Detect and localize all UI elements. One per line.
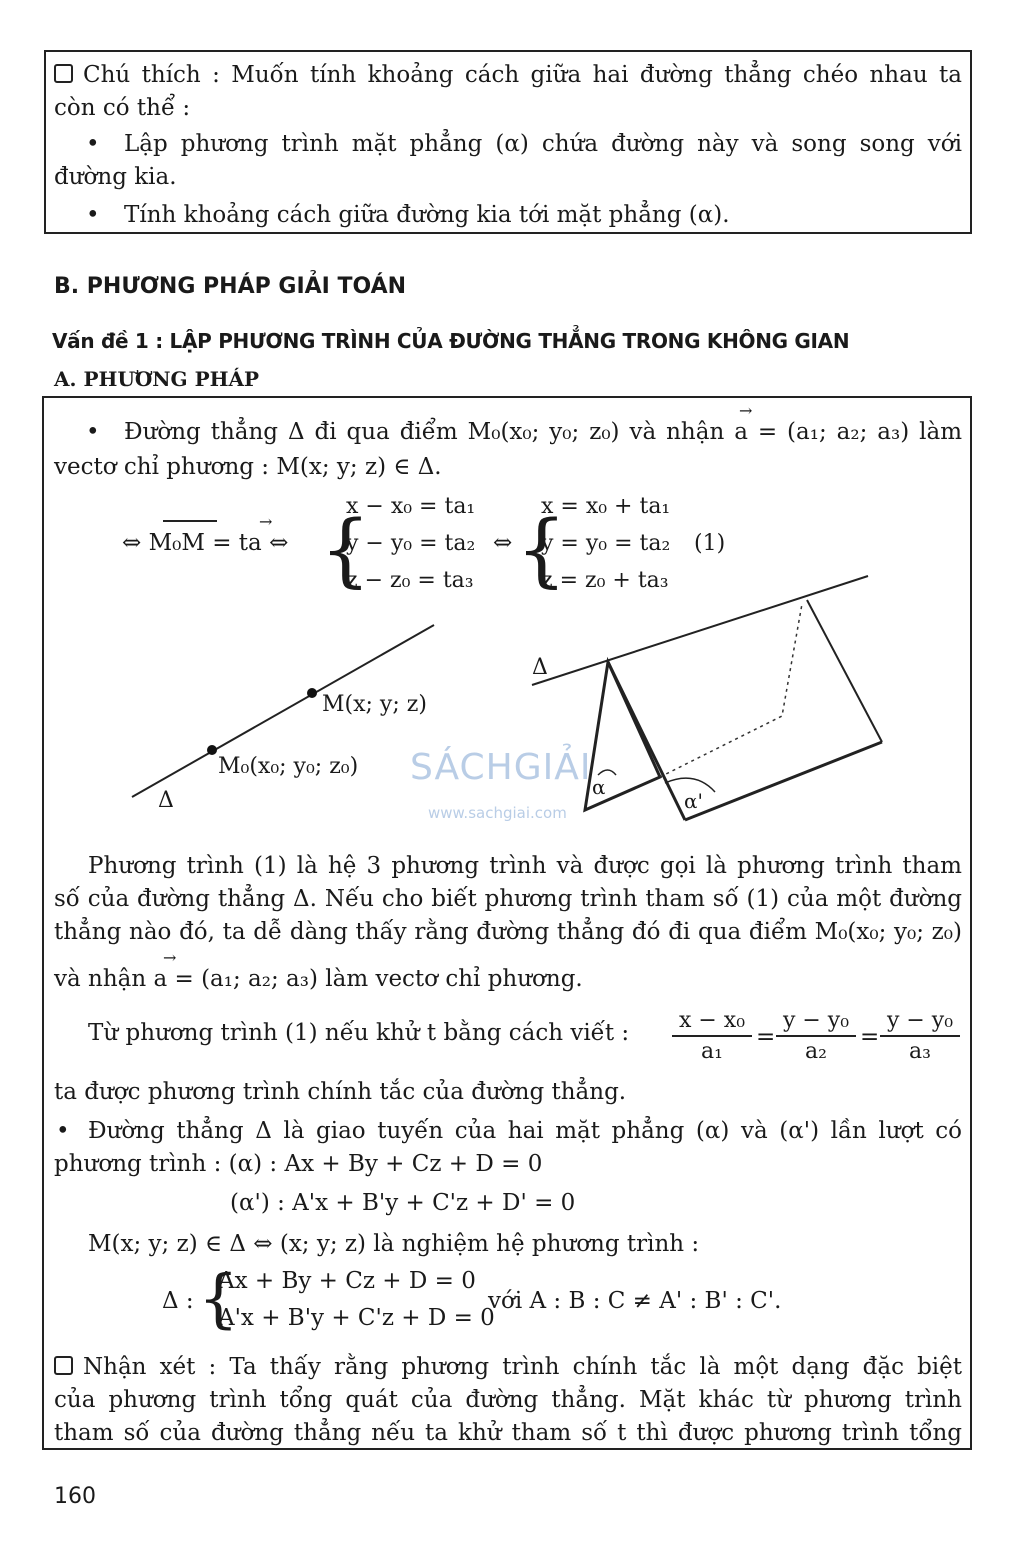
watermark-url: www.sachgiai.com xyxy=(428,804,567,822)
p1-line-b: vectơ chỉ phương : M(x; y; z) ∈ Δ. xyxy=(54,454,442,480)
bullet-icon: • xyxy=(56,1118,70,1144)
label-alpha-prime: α' xyxy=(684,789,704,813)
note-line-2: còn có thể : xyxy=(54,95,191,121)
equals-sign: = xyxy=(756,1024,776,1050)
label-delta-1: Δ xyxy=(158,788,174,813)
section-heading: B. PHƯƠNG PHÁP GIẢI TOÁN xyxy=(54,274,407,299)
label-alpha: α xyxy=(592,775,606,799)
p2-line-2: số của đường thẳng Δ. Nếu cho biết phương trình tham số (1) của một đường xyxy=(54,886,962,912)
equivalence-sign: ⇔ xyxy=(493,530,513,556)
system2-row-2: y = y₀ = ta₂ xyxy=(541,531,671,556)
p2-line-3: thẳng nào đó, ta dễ dàng thấy rằng đường thẳng đó đi qua điểm M₀(x₀; y₀; z₀) xyxy=(54,919,962,945)
p4-line-c: (α') : A'x + B'y + C'z + D' = 0 xyxy=(230,1190,576,1216)
brace-icon: { xyxy=(320,503,371,596)
point-m xyxy=(307,688,317,698)
fraction-2-num: y − y₀ xyxy=(776,1008,856,1037)
system3-row-2: A'x + B'y + C'z + D = 0 xyxy=(218,1305,495,1331)
equation-label: (1) xyxy=(694,531,726,556)
sub-heading: A. PHƯƠNG PHÁP xyxy=(54,367,260,391)
system1-row-2: y − y₀ = ta₂ xyxy=(346,531,476,556)
plane-alpha-prime-edge xyxy=(685,742,882,820)
label-point-m0: M₀(x₀; y₀; z₀) xyxy=(218,754,359,779)
system3-label: Δ : xyxy=(162,1288,194,1314)
problem-title: Vấn đề 1 : LẬP PHƯƠNG TRÌNH CỦA ĐƯỜNG THẲNG TRONG KHÔNG GIAN xyxy=(52,329,850,353)
watermark-logo: SÁCHGIẢI xyxy=(410,747,592,788)
p4-line-a: Đường thẳng Δ là giao tuyến của hai mặt phẳng (α) và (α') lần lượt có xyxy=(88,1118,962,1144)
remark-line-2: của phương trình tổng quát của đường thẳng. Mặt khác từ phương trình xyxy=(54,1387,962,1413)
fraction-1 xyxy=(672,1008,752,1064)
system1-row-1: x − x₀ = ta₁ xyxy=(346,494,476,519)
p3-line-b: ta được phương trình chính tắc của đường thẳng. xyxy=(54,1079,627,1105)
bullet-icon: • xyxy=(86,202,100,228)
note-bullet-1b: đường kia. xyxy=(54,164,177,190)
vector-arrow-icon: → xyxy=(259,512,273,531)
system3-condition: với A : B : C ≠ A' : B' : C'. xyxy=(488,1288,782,1314)
vector-overline xyxy=(163,520,217,522)
remark-line-3: tham số của đường thẳng nếu ta khử tham số t thì được phương trình tổng xyxy=(54,1420,962,1446)
p2-line-1: Phương trình (1) là hệ 3 phương trình và được gọi là phương trình tham xyxy=(88,853,962,879)
brace-icon: { xyxy=(516,503,567,596)
fraction-3-num: y − y₀ xyxy=(880,1008,960,1037)
label-delta-2: Δ xyxy=(532,655,548,680)
figure-planes-diagram xyxy=(520,570,900,830)
fraction-3 xyxy=(880,1008,960,1064)
point-m0 xyxy=(207,745,217,755)
fraction-2 xyxy=(776,1008,856,1064)
bullet-icon: • xyxy=(86,131,100,157)
line-delta xyxy=(532,576,868,685)
note-bullet-1a: Lập phương trình mặt phẳng (α) chứa đường này và song song với xyxy=(124,131,962,157)
checkbox-square-icon xyxy=(54,64,73,83)
fraction-1-den: a₁ xyxy=(701,1039,723,1064)
brace-icon: { xyxy=(198,1262,239,1336)
fraction-3-den: a₃ xyxy=(909,1039,931,1064)
vector-arrow-icon: → xyxy=(739,401,753,420)
p4-line-b: phương trình : (α) : Ax + By + Cz + D = 0 xyxy=(54,1151,543,1177)
p5-line: M(x; y; z) ∈ Δ ⇔ (x; y; z) là nghiệm hệ phương trình : xyxy=(88,1231,700,1257)
fraction-1-num: x − x₀ xyxy=(672,1008,752,1037)
label-point-m: M(x; y; z) xyxy=(322,692,427,717)
fraction-2-den: a₂ xyxy=(805,1039,827,1064)
equals-sign: = xyxy=(860,1024,880,1050)
plane-alpha-prime-edge xyxy=(807,600,882,742)
p2-line-4: và nhận a = (a₁; a₂; a₃) làm vectơ chỉ phương. xyxy=(54,966,583,992)
page-number: 160 xyxy=(54,1484,96,1509)
hidden-edge xyxy=(660,604,802,777)
p3-text: Từ phương trình (1) nếu khử t bằng cách viết : xyxy=(88,1020,630,1046)
system3-row-1: Ax + By + Cz + D = 0 xyxy=(218,1268,476,1294)
system2-row-1: x = x₀ + ta₁ xyxy=(541,494,671,519)
bullet-icon: • xyxy=(86,419,100,445)
vector-arrow-icon: → xyxy=(163,948,177,967)
checkbox-square-icon xyxy=(54,1356,73,1375)
equation-lhs: ⇔ M₀M = ta ⇔ xyxy=(122,530,289,556)
system2-row-3: z = z₀ + ta₃ xyxy=(541,568,669,593)
remark-line-1: Nhận xét : Ta thấy rằng phương trình chính tắc là một dạng đặc biệt xyxy=(54,1352,962,1382)
note-line-1: Chú thích : Muốn tính khoảng cách giữa hai đường thẳng chéo nhau ta xyxy=(54,60,962,90)
note-bullet-2: Tính khoảng cách giữa đường kia tới mặt phẳng (α). xyxy=(124,202,730,228)
system1-row-3: z − z₀ = ta₃ xyxy=(346,568,474,593)
p1-line-a: Đường thẳng Δ đi qua điểm M₀(x₀; y₀; z₀) và nhận a = (a₁; a₂; a₃) làm xyxy=(124,419,962,445)
